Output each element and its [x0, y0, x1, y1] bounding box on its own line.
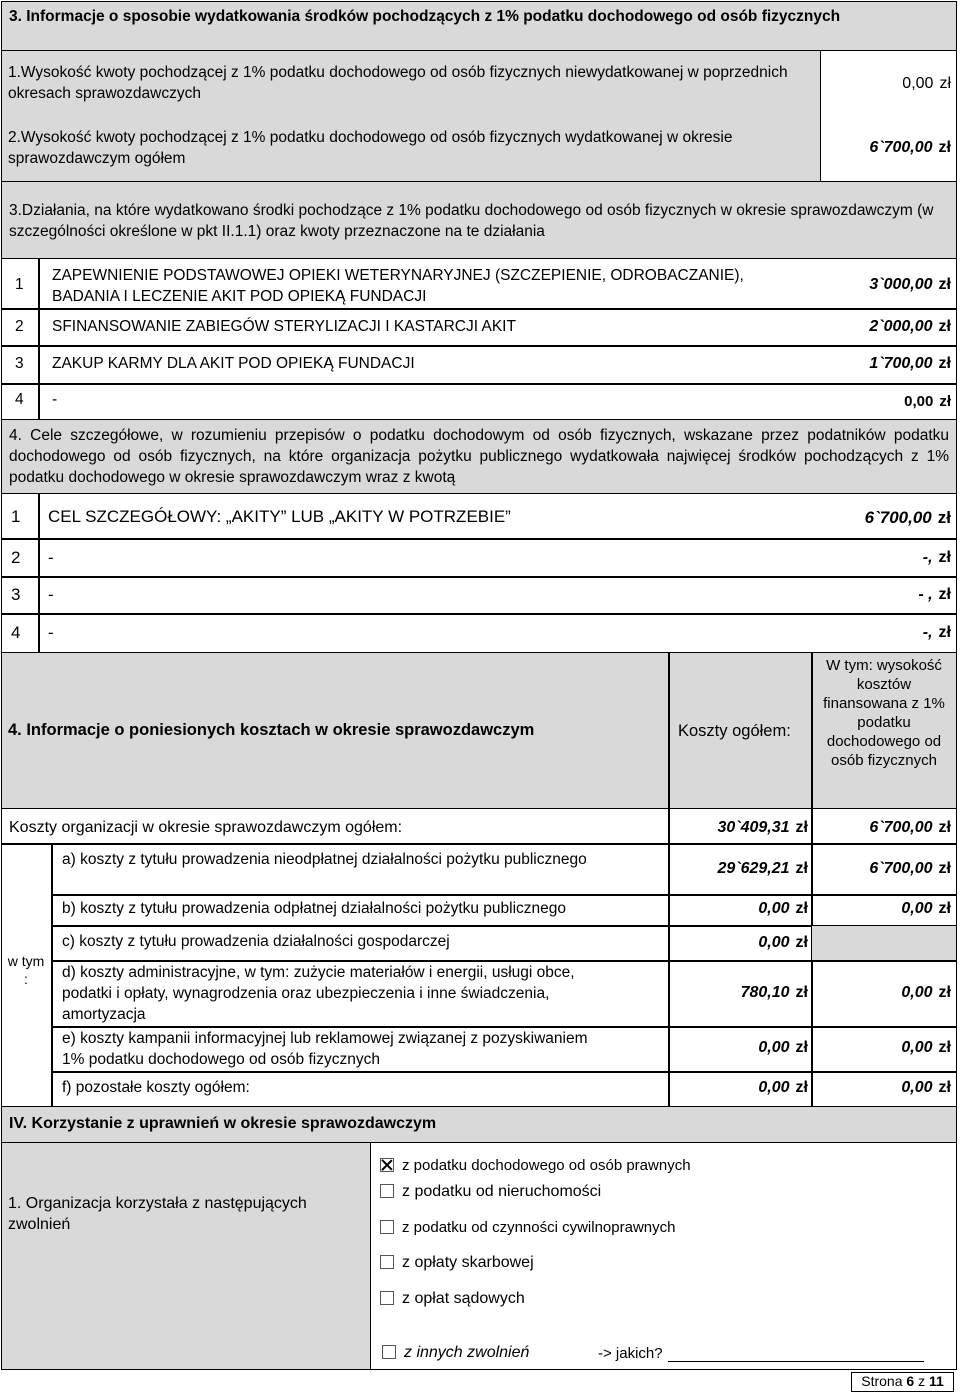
- goal-amount-value: -,: [922, 549, 933, 566]
- goal-text: -: [48, 585, 54, 604]
- activities-header: 3.Działania, na które wydatkowano środki pochodzące z 1% podatku dochodowego od osób fizycznych w okresie sprawozdawczym (w szczególności określone w pkt II.1.1) oraz kwoty przeznaczone na te działania: [9, 202, 934, 240]
- currency: zł: [938, 355, 951, 372]
- cost-row-1pct-value: 6`700,00: [869, 860, 933, 877]
- cost-row-total-value: 0,00: [758, 1079, 790, 1096]
- goal-amount: [923, 624, 951, 642]
- currency: zł: [938, 984, 951, 1001]
- currency: zł: [795, 900, 808, 917]
- currency: zł: [795, 934, 808, 951]
- page-number-box: [851, 1372, 954, 1392]
- checkbox-icon[interactable]: [380, 1220, 394, 1234]
- currency: zł: [938, 1079, 951, 1096]
- divider: [1, 538, 957, 540]
- divider: [1, 843, 957, 845]
- currency: zł: [937, 508, 951, 527]
- cost-row-total: [717, 860, 808, 878]
- cost-row-1pct: [901, 1039, 951, 1057]
- spent-amount: [869, 139, 951, 157]
- currency: zł: [938, 139, 951, 156]
- goal-amount: [923, 549, 951, 567]
- cost-row-total: [758, 1079, 808, 1097]
- cost-row-total: [741, 984, 808, 1002]
- cost-row-label: c) koszty z tytułu prowadzenia działalności gospodarczej: [62, 933, 450, 950]
- currency: zł: [938, 586, 951, 603]
- spent-amount-value: 6`700,00: [869, 139, 933, 156]
- checkbox-icon[interactable]: [380, 1184, 394, 1198]
- activity-amount: [869, 355, 951, 373]
- activity-number: 1: [15, 276, 24, 293]
- cost-row-1pct: [901, 1079, 951, 1097]
- section3-header: 3. Informacje o sposobie wydatkowania środków pochodzących z 1% podatku dochodowego od osób fizycznych: [9, 8, 841, 25]
- cost-row-1pct: [869, 860, 951, 878]
- org-1pct-total-value: 6`700,00: [869, 819, 933, 836]
- section-iv-header: IV. Korzystanie z uprawnień w okresie sprawozdawczym: [9, 1115, 437, 1132]
- activity-number: 2: [15, 318, 24, 335]
- exemptions-question-box: [1, 1142, 371, 1370]
- cost-row-total-value: 29`629,21: [717, 860, 790, 877]
- cost-row-total-value: 0,00: [758, 1039, 790, 1056]
- goal-number: 4: [11, 623, 21, 642]
- checkbox-checked-icon[interactable]: [380, 1158, 394, 1172]
- activity-number: 3: [15, 355, 24, 372]
- divider: [1, 613, 957, 615]
- exemption-option[interactable]: [380, 1157, 691, 1174]
- cost-row-label: f) pozostałe koszty ogółem:: [62, 1079, 250, 1096]
- cost-row-1pct-value: 0,00: [901, 1039, 933, 1056]
- divider: [811, 652, 813, 809]
- cost-row-1pct-value: 0,00: [901, 900, 933, 917]
- divider: [668, 652, 670, 809]
- goal-number: 3: [11, 585, 21, 604]
- divider: [51, 1071, 957, 1073]
- currency: zł: [938, 318, 951, 335]
- page-of-label: z: [918, 1373, 926, 1389]
- current-page: 6: [906, 1373, 915, 1389]
- goal-number: 2: [11, 548, 21, 567]
- goals-header-box: [1, 419, 957, 494]
- checkbox-icon[interactable]: [380, 1255, 394, 1269]
- costs-1pct-column-header: W tym: wysokość kosztów finansowana z 1% podatku dochodowego od osób fizycznych: [823, 657, 945, 769]
- activity-text: SFINANSOWANIE ZABIEGÓW STERYLIZACJI I KASTARCJI AKIT: [52, 318, 516, 335]
- currency: zł: [795, 860, 808, 877]
- exemption-option[interactable]: [382, 1344, 529, 1362]
- other-exemption-prompt: -> jakich?: [598, 1345, 663, 1362]
- cost-row-total-value: 0,00: [758, 900, 790, 917]
- goal-amount-value: - ,: [918, 586, 933, 603]
- cost-row-1pct: [901, 900, 951, 918]
- divider: [668, 808, 670, 1107]
- checkbox-icon[interactable]: [382, 1345, 396, 1359]
- exemption-option[interactable]: [380, 1219, 675, 1236]
- exemption-label: z podatku dochodowego od osób prawnych: [402, 1157, 691, 1174]
- goal-amount-value: 6`700,00: [864, 508, 932, 527]
- exemption-option[interactable]: [380, 1183, 601, 1201]
- currency: zł: [795, 819, 808, 836]
- cost-row-label: e) koszty kampanii informacyjnej lub reklamowej związanej z pozyskiwaniem 1% podatku dochodowego od osób fizycznych: [62, 1030, 588, 1068]
- currency: zł: [795, 1039, 808, 1056]
- activity-amount-value: 1`700,00: [869, 355, 933, 372]
- org-total-label: Koszty organizacji w okresie sprawozdawczym ogółem:: [9, 819, 403, 836]
- goals-header: 4. Cele szczegółowe, w rozumieniu przepisów o podatku dochodowym od osób fizycznych, wskazane przez podatników podatku dochodowego od osób fizycznych, na które organizacja pożytku publicznego wydatkowała najwięcej środków pochodzących z 1% podatku dochodowego w okresie sprawozdawczym wraz z kwotą: [9, 427, 949, 486]
- divider: [38, 493, 40, 653]
- org-total-value: 30`409,31: [717, 819, 790, 836]
- activity-amount: [869, 318, 951, 336]
- empty-cell: [812, 926, 956, 960]
- w-tym-label: w tym :: [7, 953, 45, 987]
- section3-amounts-box: [820, 50, 957, 182]
- activity-amount: [904, 393, 951, 410]
- cost-row-label: b) koszty z tytułu prowadzenia odpłatnej działalności pożytku publicznego: [62, 900, 567, 917]
- currency: zł: [939, 75, 951, 92]
- total-pages: 11: [928, 1373, 944, 1389]
- currency: zł: [795, 1079, 808, 1096]
- goal-text: CEL SZCZEGÓŁOWY: „AKITY” LUB „AKITY W POTRZEBIE”: [48, 507, 511, 526]
- currency: zł: [938, 860, 951, 877]
- currency: zł: [938, 900, 951, 917]
- costs-header: 4. Informacje o poniesionych kosztach w okresie sprawozdawczym: [8, 721, 535, 739]
- checkbox-icon[interactable]: [380, 1291, 394, 1305]
- activity-text: ZAKUP KARMY DLA AKIT POD OPIEKĄ FUNDACJI: [52, 355, 415, 372]
- exemption-label: z opłaty skarbowej: [402, 1254, 534, 1271]
- exemption-option[interactable]: [380, 1254, 534, 1272]
- unspent-amount: [902, 75, 951, 93]
- page-label: Strona: [861, 1373, 903, 1389]
- activity-amount-value: 2`000,00: [869, 318, 933, 335]
- cost-row-total: [758, 1039, 808, 1057]
- goal-amount-value: -,: [922, 624, 933, 641]
- org-total: [717, 819, 808, 837]
- currency: zł: [939, 393, 951, 410]
- cost-row-1pct-value: 0,00: [901, 1079, 933, 1096]
- cost-row-total-value: 780,10: [740, 984, 790, 1001]
- activity-text: -: [52, 391, 58, 408]
- cost-row-total-value: 0,00: [758, 934, 790, 951]
- divider: [51, 894, 957, 896]
- org-1pct-total: [869, 819, 951, 837]
- activity-amount: [869, 276, 951, 294]
- cost-row-total: [758, 900, 808, 918]
- costs-total-column-header: Koszty ogółem:: [678, 722, 791, 740]
- divider: [1, 345, 957, 347]
- other-exemption-input[interactable]: [668, 1361, 924, 1362]
- unspent-amount-value: 0,00: [902, 75, 934, 92]
- cost-row-total: [758, 934, 808, 952]
- section3-header-box: [1, 1, 957, 51]
- goal-text: -: [48, 623, 54, 642]
- cost-row-label: d) koszty administracyjne, w tym: zużycie materiałów i energii, usługi obce, podatki i opłaty, wynagrodzenia oraz ubezpieczenia i inne świadczenia, amortyzacja: [62, 964, 575, 1023]
- exemptions-question: 1. Organizacja korzystała z następujących zwolnień: [8, 1195, 307, 1233]
- activities-header-box: [1, 181, 957, 259]
- cost-row-1pct: [901, 984, 951, 1002]
- cost-row-label: a) koszty z tytułu prowadzenia nieodpłatnej działalności pożytku publicznego: [62, 851, 587, 868]
- activity-number: 4: [15, 391, 24, 408]
- spent-amount-label: 2.Wysokość kwoty pochodzącej z 1% podatku dochodowego od osób fizycznych wydatkowanej w okresie sprawozdawczym ogółem: [8, 129, 733, 167]
- unspent-amount-label: 1.Wysokość kwoty pochodzącej z 1% podatku dochodowego od osób fizycznych niewydatkowanej w poprzednich okresach sprawozdawczych: [8, 64, 788, 102]
- currency: zł: [938, 1039, 951, 1056]
- exemption-option[interactable]: [380, 1290, 525, 1308]
- currency: zł: [938, 276, 951, 293]
- divider: [51, 843, 53, 1106]
- exemption-label: z opłat sądowych: [402, 1290, 525, 1307]
- exemption-label: z innych zwolnień: [404, 1344, 530, 1361]
- activity-text: ZAPEWNIENIE PODSTAWOWEJ OPIEKI WETERYNARYJNEJ (SZCZEPIENIE, ODROBACZANIE), BADANIA I LECZENIE AKIT POD OPIEKĄ FUNDACJI: [52, 267, 744, 305]
- currency: zł: [938, 549, 951, 566]
- goal-text: -: [48, 548, 54, 567]
- divider: [1, 383, 957, 385]
- section-iv-header-box: [1, 1106, 957, 1143]
- goal-number: 1: [11, 507, 21, 526]
- currency: zł: [795, 984, 808, 1001]
- exemption-label: z podatku od czynności cywilnoprawnych: [402, 1219, 676, 1236]
- goal-amount: [865, 508, 951, 528]
- activity-amount-value: 0,00: [904, 393, 934, 410]
- divider: [1, 308, 957, 310]
- activity-amount-value: 3`000,00: [869, 276, 933, 293]
- exemption-label: z podatku od nieruchomości: [402, 1183, 602, 1200]
- divider: [1, 576, 957, 578]
- currency: zł: [938, 624, 951, 641]
- currency: zł: [938, 819, 951, 836]
- goal-amount: [918, 586, 951, 604]
- cost-row-1pct-value: 0,00: [901, 984, 933, 1001]
- divider: [38, 258, 40, 420]
